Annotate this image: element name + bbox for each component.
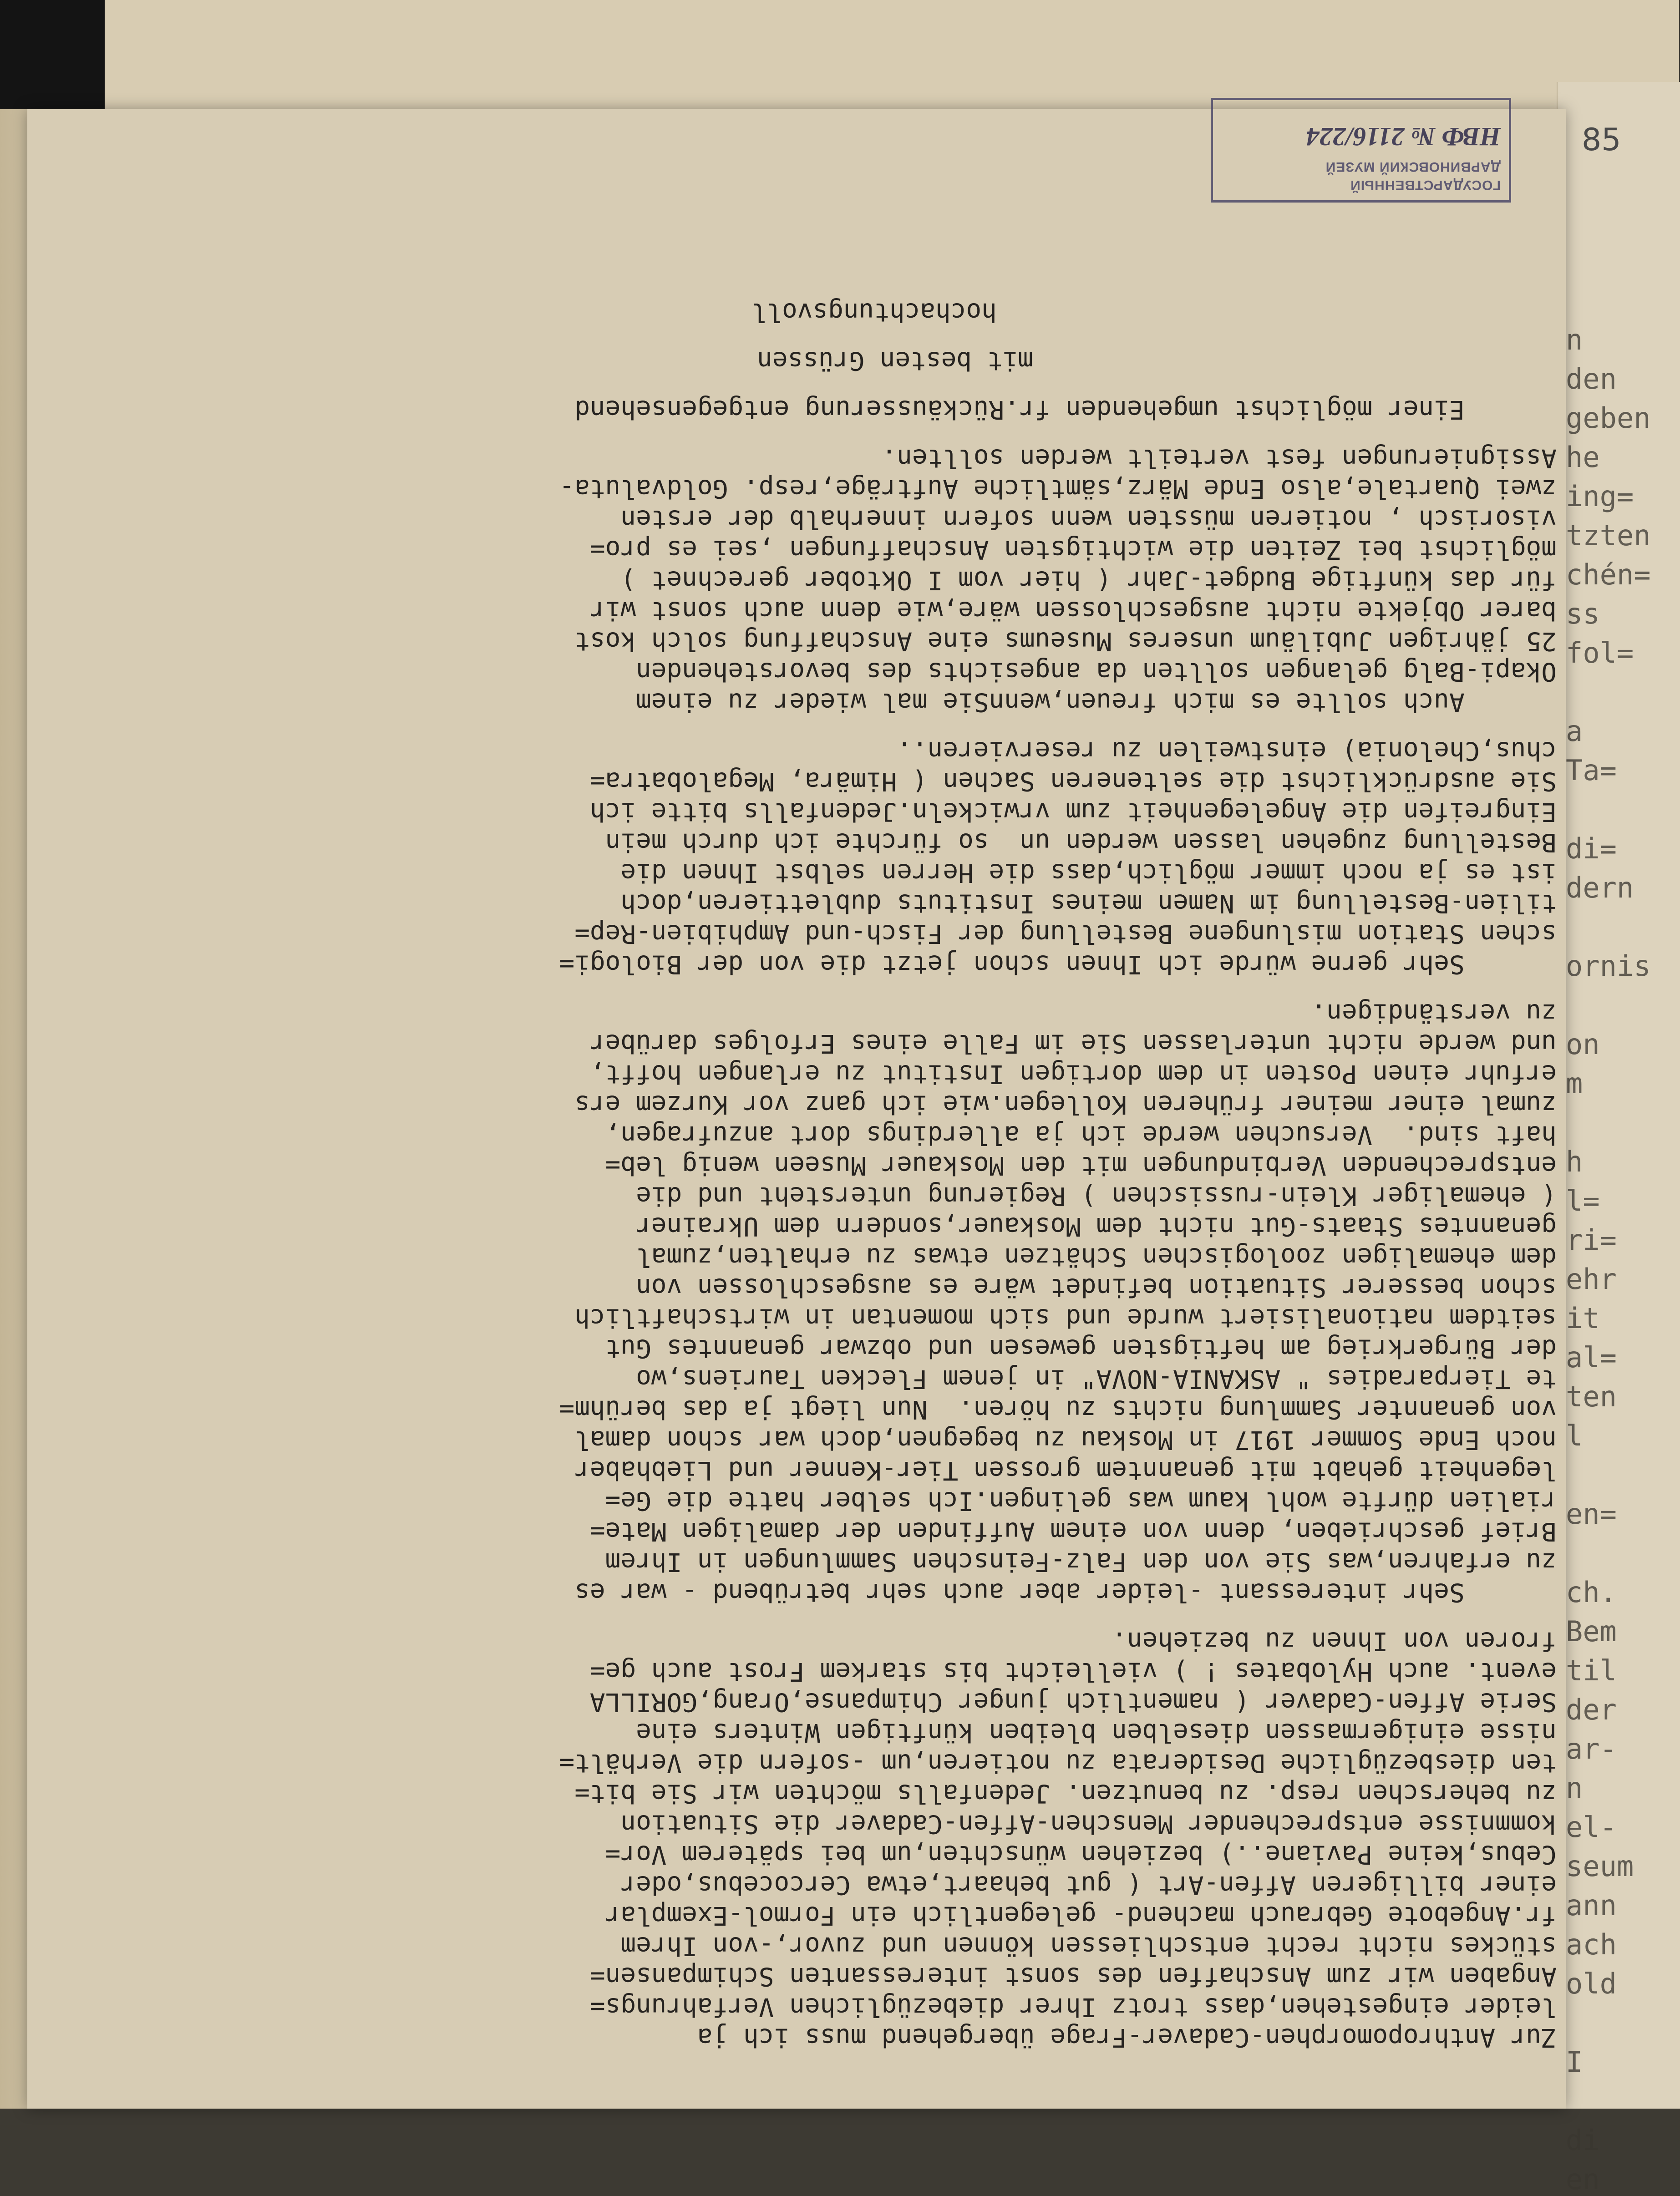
underlying-text-fragment: a — [1566, 715, 1583, 748]
stamp-line-1: ГОСУДАРСТВЕННЫЙ — [1350, 178, 1501, 193]
letter-line: te Tierparadies " ASKANIA-NOVA" in jenem Flecken Tauriens,wo — [636, 1364, 1557, 1394]
letter-closing: hochachtungsvoll — [751, 297, 997, 327]
letter-line: event. auch Hylobates ! ) vielleicht bis starkem Frost auch ge= — [589, 1657, 1557, 1686]
underlying-text-fragment: en= — [1566, 1497, 1617, 1531]
letter-line: schen Station mislungene Bestellung der Fisch-und Amphibien-Rep= — [574, 919, 1557, 948]
underlying-text-fragment: en — [1566, 2163, 1600, 2196]
letter-line: Cebus,keine Paviane..) beziehen wünschten,um bei späterem Vor= — [605, 1840, 1557, 1869]
letter-line: für das künftige Budget-Jahr ( hier vom I Oktober gerechnet ) — [620, 565, 1557, 595]
underlying-text-fragment: m — [1566, 1067, 1583, 1100]
letter-line: chus,Chelonia) einstweilen zu reservieren.. — [897, 736, 1557, 766]
letter-line: der Bürgerkrieg am heftigsten gewesen und obzwar genanntes Gut — [605, 1334, 1557, 1363]
letter-line: barer Objekte nicht ausgeschlossen wäre,wie denn auch sonst wir — [589, 596, 1557, 625]
underlying-text-fragment: ar- — [1566, 1732, 1617, 1765]
letter-line: einer billigeren Affen-Art ( gut behaart,etwa Cercocebus,oder — [620, 1870, 1557, 1900]
underlying-text-fragment: ch. — [1566, 1576, 1617, 1609]
underlying-text-fragment: I — [1566, 2045, 1583, 2079]
underlying-text-fragment: der — [1566, 1693, 1617, 1726]
underlying-text-fragment: ornis — [1566, 949, 1651, 983]
underlying-text-fragment: l — [1566, 1419, 1583, 1452]
letter-line: seitdem nationalisiert wurde und sich momentan in wirtschaftlich — [574, 1303, 1557, 1333]
letter-line: haft sind. Versuchen werde ich ja allerdings dort anzufragen, — [605, 1120, 1557, 1150]
letter-line: entsprechenden Verbindungen mit den Moskauer Museen wenig leb= — [605, 1151, 1557, 1180]
underlying-text-fragment: geben — [1566, 401, 1651, 435]
underlying-text-fragment: ri= — [1566, 1223, 1617, 1257]
underlying-text-fragment: fol= — [1566, 636, 1634, 669]
letter-line: Brief geschrieben, denn von einem Auffinden der damaligen Mate= — [589, 1516, 1557, 1546]
letter-line: Einer möglichst umgehenden fr.Rückäusserung entgegensehend — [574, 395, 1557, 424]
underlying-text-fragment: al= — [1566, 1341, 1617, 1374]
letter-line: Zur Anthropomorphen-Cadaver-Frage übergehend muss ich ja — [697, 2023, 1557, 2052]
underlying-text-fragment: he — [1566, 441, 1600, 474]
underlying-text-fragment: ach — [1566, 1928, 1617, 1961]
underlying-text-fragment: h — [1566, 1145, 1583, 1178]
letter-line: Okapi-Balg gelangen sollten da angesichts des bevorstehenden — [636, 657, 1557, 686]
letter-line: kommnisse entsprechender Menschen-Affen-Cadaver die Situation — [620, 1809, 1557, 1839]
underlying-page — [1557, 82, 1680, 2196]
letter-line: erfuhr einen Posten in dem dortigen Institut zu erlangen hofft, — [589, 1059, 1557, 1089]
letter-line: Bestellung zugehen lassen werden un so fürchte ich durch mein — [605, 827, 1557, 857]
letter-line: zu beherschen resp. zu benutzen. Jedenfalls möchten wir Sie bit= — [574, 1779, 1557, 1808]
letter-line: rialien dürfte wohl kaum was gelingen.Ich selber hatte die Ge= — [605, 1486, 1557, 1516]
letter-line: leider eingestehen,dass trotz Ihrer diebezüglichen Verfahrungs= — [589, 1992, 1557, 2022]
letter-line: schon besserer Situation befindet wäre es ausgeschlossen von — [636, 1273, 1557, 1302]
underlying-text-fragment: on — [1566, 1028, 1600, 1061]
underlying-text-fragment: ehr — [1566, 1263, 1617, 1296]
letter-line: visorisch , notieren müssten wenn sofern innerhalb der ersten — [620, 504, 1557, 534]
underlying-text-fragment: seum — [1566, 1850, 1634, 1883]
underlying-text-fragment: di= — [1566, 832, 1617, 865]
letter-line: genanntes Staats-Gut nicht dem Moskauer,sondern dem Ukrainer — [636, 1212, 1557, 1241]
underlying-text-fragment: it — [1566, 1302, 1600, 1335]
letter-line: zumal einer meiner früheren Kollegen.wie ich ganz vor Kurzem ers — [574, 1090, 1557, 1119]
stamp-line-2: ДАРВИНОВСКИЙ МУЗЕЙ — [1325, 159, 1501, 174]
stamp-inventory-number: НВФ № 2116/224 — [1306, 122, 1501, 152]
letter-line: Sehr gerne würde ich Ihnen schon jetzt die von der Biologi= — [559, 949, 1557, 979]
letter-line: zwei Quartale,also Ende März,sämtliche Aufträge,resp. Goldvaluta- — [559, 474, 1557, 503]
letter-line: nisse einigermassen dieselben bleiben künftigen Winters eine — [636, 1718, 1557, 1747]
underlying-text-fragment: dern — [1566, 871, 1634, 904]
letter-line: Auch sollte es mich freuen,wennSie mal wieder zu einem — [636, 687, 1557, 717]
underlying-text-fragment: den — [1566, 362, 1617, 396]
typed-letter-upside-down — [109, 137, 1557, 2057]
letter-line: zu erfahren,was Sie von den Falz-Feinschen Sammlungen in Ihrem — [605, 1547, 1557, 1577]
letter-line: ( ehemaliger Klein-russischen ) Regierung untersteht und die — [636, 1181, 1557, 1211]
letter-line: dem ehemaligen zoologischen Schätzen etwas zu erhalten,zumal — [636, 1242, 1557, 1272]
letter-line: froren von Ihnen zu beziehen. — [1112, 1626, 1557, 1656]
underlying-text-fragment: til — [1566, 1654, 1617, 1687]
letter-line: legenheit gehabt mit genanntem grossen Tier-Kenner und Liebhaber — [574, 1456, 1557, 1485]
underlying-text-fragment: ten — [1566, 1380, 1617, 1413]
underlying-text-fragment: n — [1566, 323, 1583, 356]
letter-line: 25 jährigen Jubiläum unseres Museums eine Anschaffung solch kost — [574, 626, 1557, 656]
underlying-text-fragment: ann — [1566, 1889, 1617, 1922]
letter-line: tilien-Bestellung im Namen meines Instituts dublettieren,doch — [620, 888, 1557, 918]
letter-line: Serie Affen-Cadaver ( namentlich junger Chimpanse,Orang,GORILLA — [589, 1687, 1557, 1717]
letter-line: Sehr interessant -leider aber auch sehr betrübend - war es — [574, 1577, 1557, 1607]
paragraph-gap — [109, 717, 1557, 735]
underlying-text-fragment: di — [1566, 2124, 1600, 2157]
binder-edge — [0, 0, 105, 118]
letter-line: Eingreifen die Angelegenheit zum vrwickeln.Jedenfalls bitte ich — [589, 797, 1557, 827]
paragraph-gap — [109, 1608, 1557, 1626]
letter-line: und werde nicht unterlassen Sie im Falle eines Erfolges darüber — [589, 1029, 1557, 1058]
letter-line: fr.Angebote Gebrauch machend- gelegentlich ein Formol-Exemplar — [605, 1901, 1557, 1930]
underlying-text-fragment: Ta= — [1566, 754, 1617, 787]
letter-line: möglichst bei Zeiten die wichtigsten Anschaffungen ,sei es pro= — [589, 535, 1557, 564]
underlying-text-fragment: old — [1566, 1967, 1617, 2000]
paragraph-gap — [109, 425, 1557, 443]
folio-number: 85 — [1582, 122, 1621, 158]
underlying-text-fragment: tzten — [1566, 519, 1651, 552]
letter-line: stückes nicht recht entschliessen können und zuvor,-von Ihrem — [620, 1931, 1557, 1961]
letter-line: Assignierungen fest verteilt werden sollten. — [881, 443, 1557, 473]
letter-line: zu verständigen. — [1311, 998, 1557, 1028]
underlying-text-fragment: chén= — [1566, 558, 1651, 591]
paragraph-gap — [109, 979, 1557, 998]
letter-line: noch Ende Sommer 1917 in Moskau zu begegnen,doch war schon damal — [574, 1425, 1557, 1455]
underlying-text-fragment: Bem — [1566, 1615, 1617, 1648]
underlying-text-fragment: ss — [1566, 597, 1600, 630]
underlying-text-fragment: n — [1566, 1771, 1583, 1805]
underlying-text-fragment: el- — [1566, 1811, 1617, 1844]
letter-line: von genannter Sammlung nichts zu hören. Nun liegt ja das berühm= — [559, 1395, 1557, 1424]
letter-line: Sie ausdrücklichst die selteneren Sachen ( Himära, Megalobatra= — [589, 766, 1557, 796]
letter-greeting: mit besten Grüssen — [757, 346, 1033, 375]
underlying-text-fragment: ing= — [1566, 480, 1634, 513]
letter-line: Angaben wir zum Anschaffen des sonst interessanten Schimpansen= — [589, 1962, 1557, 1991]
letter-line: ten diesbezügliche Desiderata zu notieren,um -sofern die Verhält= — [559, 1748, 1557, 1778]
underlying-text-fragment: l= — [1566, 1184, 1600, 1217]
letter-line: ist es ja noch immer möglich,dass die Herren selbst Ihnen die — [620, 858, 1557, 888]
